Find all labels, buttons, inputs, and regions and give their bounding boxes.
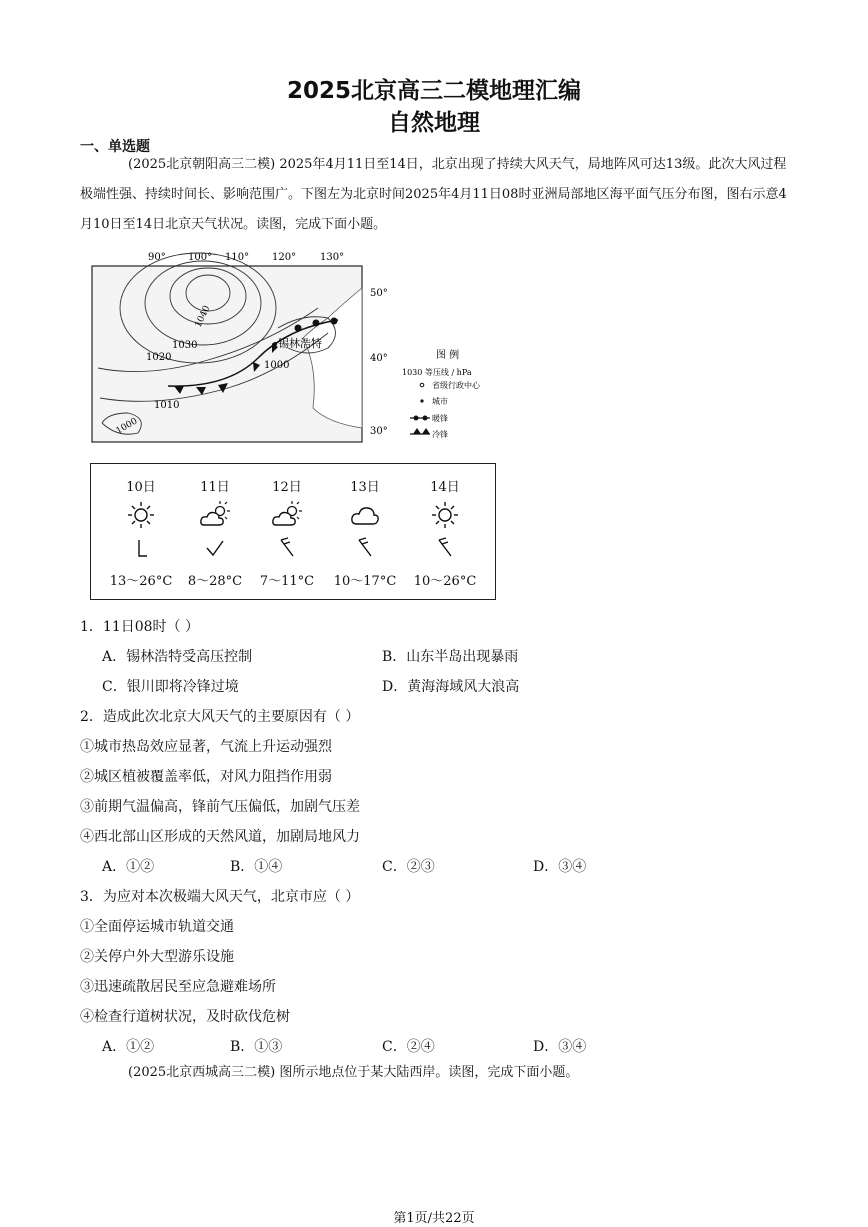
wind-symbol-icon [203,536,227,560]
city-label: 锡林浩特 [278,337,322,350]
question-stem: 1．11日08时（ ） [80,619,199,635]
isobar-label: 1000 [264,360,290,371]
legend-item: 暖锋 [432,414,448,423]
lon-label: 100° [188,252,213,263]
statement-item: ④西北部山区形成的天然风道，加剧局地风力 [80,829,360,845]
pressure-map [88,248,508,448]
lon-label: 120° [272,252,297,263]
lon-label: 90° [148,252,166,263]
lat-label: 50° [370,288,388,299]
weather-panel [90,463,496,600]
wind-barb-icon [433,536,457,560]
question-stem: 3．为应对本次极端大风天气，北京市应（ ） [80,889,360,905]
wind-barb-icon [275,536,299,560]
lon-label: 130° [320,252,345,263]
weather-date: 14日 [430,480,460,495]
answer-option[interactable]: C．②③ [382,859,435,875]
isobar-label: 1030 [172,340,198,351]
answer-option[interactable]: D．③④ [533,1039,587,1055]
weather-date: 10日 [126,480,156,495]
sun-icon [429,500,461,530]
question-intro: (2025北京朝阳高三二模) 2025年4月11日至14日，北京出现了持续大风天气，局地阵风可达13级。此次大风过程极端性强、持续时间长、影响范围广。下图左为北京时间2025年4月11日08时亚洲局部地区海平面气压分布图，图右示意4月10日至14日北京天气状况。读图，完成下面小题。 [80,157,787,232]
statement-item: ③前期气温偏高，锋前气压偏低，加剧气压差 [80,799,360,815]
answer-option[interactable]: D．③④ [533,859,587,875]
sun-cloud-icon [199,500,231,530]
wind-barb-icon [353,536,377,560]
cloud-icon [349,500,381,530]
weather-temp: 10～26°C [413,574,477,589]
question-stem: 2．造成此次北京大风天气的主要原因有（ ） [80,709,360,725]
city-dot [273,342,277,346]
lon-label: 110° [225,252,250,263]
answer-option[interactable]: A．锡林浩特受高压控制 [102,649,253,665]
answer-option[interactable]: A．①② [102,859,155,875]
answer-option[interactable]: B．①③ [230,1039,283,1055]
isobar-label: 1000 [114,416,140,437]
weather-date: 13日 [350,480,380,495]
lat-label: 40° [370,353,388,364]
answer-option[interactable]: A．①② [102,1039,155,1055]
weather-temp: 10～17°C [333,574,397,589]
wind-symbol-icon [129,536,153,560]
answer-option[interactable]: C．银川即将冷锋过境 [102,679,239,695]
isobar-label: 1020 [146,352,172,363]
statement-item: ②城区植被覆盖率低，对风力阻挡作用弱 [80,769,332,785]
weather-temp: 7～11°C [259,574,315,589]
document-title: 2025北京高三二模地理汇编 [286,78,581,104]
statement-item: ①城市热岛效应显著，气流上升运动强烈 [80,739,332,755]
sun-icon [125,500,157,530]
answer-option[interactable]: B．山东半岛出现暴雨 [382,649,519,665]
page-footer: 第1页/共22页 [393,1211,475,1226]
isobar-label: 1010 [154,400,180,411]
sun-cloud-icon [271,500,303,530]
statement-item: ④检查行道树状况，及时砍伐危树 [80,1009,290,1025]
lat-label: 30° [370,426,388,437]
statement-item: ①全面停运城市轨道交通 [80,919,234,935]
legend-title: 图 例 [436,350,460,361]
answer-option[interactable]: D．黄海海域风大浪高 [382,679,520,695]
legend-item: 冷锋 [432,430,448,439]
question-intro: (2025北京西城高三二模) 图所示地点位于某大陆西岸。读图，完成下面小题。 [128,1065,579,1080]
weather-temp: 13～26°C [109,574,173,589]
legend-item: 城市 [432,397,448,406]
legend-item: 1030 等压线 / hPa [402,368,472,377]
weather-date: 12日 [272,480,302,495]
answer-option[interactable]: B．①④ [230,859,283,875]
weather-temp: 8～28°C [187,574,243,589]
weather-date: 11日 [200,480,230,495]
legend-item: 省级行政中心 [432,381,480,390]
statement-item: ②关停户外大型游乐设施 [80,949,234,965]
section-heading: 一、单选题 [80,139,150,155]
isobar-label: 1040 [193,304,213,330]
answer-option[interactable]: C．②④ [382,1039,435,1055]
document-subtitle: 自然地理 [388,110,480,136]
statement-item: ③迅速疏散居民至应急避难场所 [80,979,276,995]
